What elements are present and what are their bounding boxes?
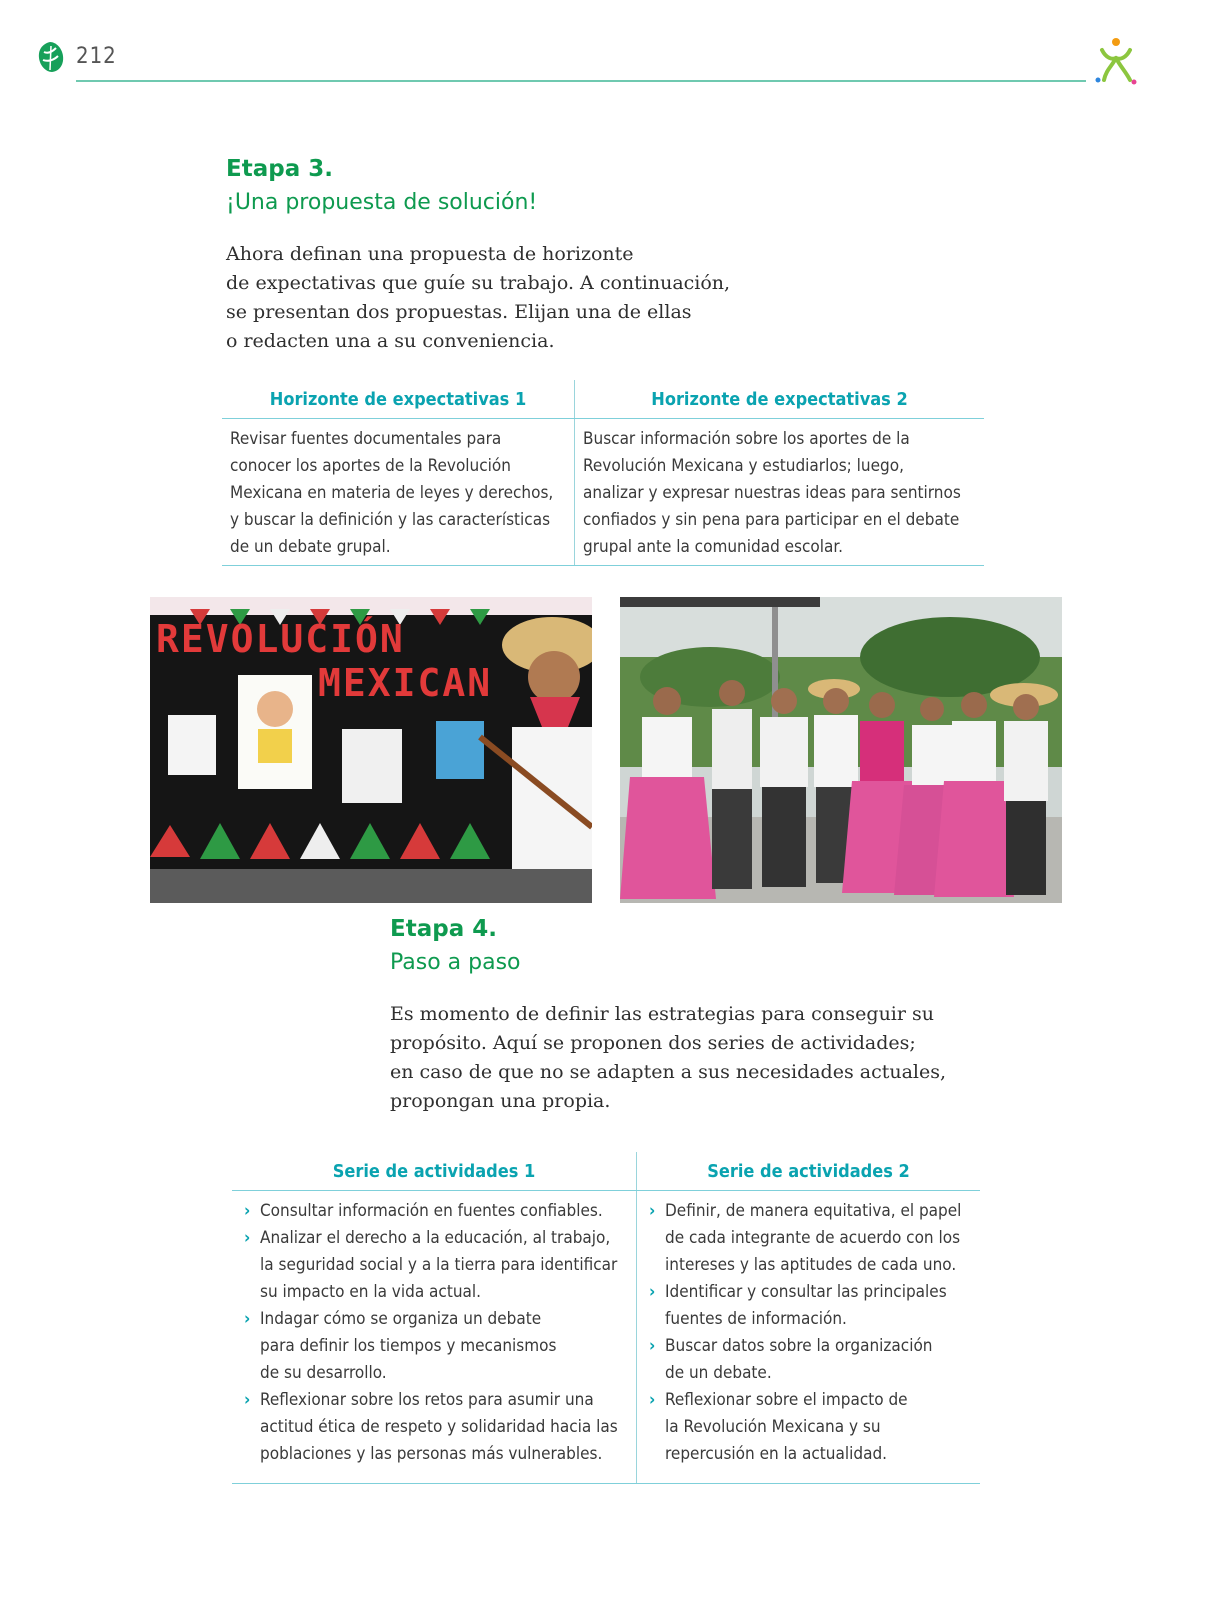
stage3-title: Etapa 3. xyxy=(226,156,333,182)
leaf-icon xyxy=(36,40,66,74)
item-line: la seguridad social y a la tierra para identificar xyxy=(260,1255,618,1275)
stage4-title: Etapa 4. xyxy=(390,916,497,942)
list-item xyxy=(238,1306,628,1387)
table-cell xyxy=(575,420,984,561)
item-line: repercusión en la actualidad. xyxy=(665,1444,888,1464)
item-line: para definir los tiempos y mecanismos xyxy=(260,1336,557,1356)
cell-line: y buscar la definición y las características xyxy=(230,510,551,530)
paragraph-line: o redacten una a su conveniencia. xyxy=(226,330,555,352)
mural-banner-line-1: REVOLUCIÓN xyxy=(156,617,405,661)
item-line: › Consultar información en fuentes confiables. xyxy=(260,1201,603,1221)
table-bottom-rule xyxy=(232,1483,980,1484)
cell-line: conocer los aportes de la Revolución xyxy=(230,456,511,476)
paragraph-line: propongan una propia. xyxy=(390,1090,611,1112)
column-header: Serie de actividades 2 xyxy=(707,1161,910,1182)
item-line: › Definir, de manera equitativa, el papel xyxy=(665,1201,962,1221)
cell-line: confiados y sin pena para participar en el debate xyxy=(583,510,960,530)
list-item xyxy=(643,1387,972,1468)
column-header: Horizonte de expectativas 2 xyxy=(651,389,908,410)
cell-line: Mexicana en materia de leyes y derechos, xyxy=(230,483,554,503)
item-line: de su desarrollo. xyxy=(260,1363,387,1383)
item-line: › Reflexionar sobre los retos para asumir una xyxy=(260,1390,594,1410)
column-header: Serie de actividades 1 xyxy=(332,1161,536,1182)
item-line: › Analizar el derecho a la educación, al trabajo, xyxy=(260,1228,611,1248)
colorful-figure-logo-icon xyxy=(1092,36,1140,86)
item-line: › Indagar cómo se organiza un debate xyxy=(260,1309,542,1329)
activities-table xyxy=(232,1152,980,1484)
item-line: fuentes de información. xyxy=(665,1309,847,1329)
list-item xyxy=(643,1198,972,1279)
expectations-table xyxy=(222,380,984,566)
expectations-column-1 xyxy=(222,380,574,561)
table-cell xyxy=(637,1192,980,1468)
cell-line: Buscar información sobre los aportes de la xyxy=(583,429,910,449)
item-line: › Reflexionar sobre el impacto de xyxy=(665,1390,908,1410)
stage4-paragraph xyxy=(390,1000,950,1116)
list-item xyxy=(238,1198,628,1225)
list-item xyxy=(238,1387,628,1468)
table-cell xyxy=(222,420,574,561)
item-line: › Buscar datos sobre la organización xyxy=(665,1336,933,1356)
paragraph-line: de expectativas que guíe su trabajo. A continuación, xyxy=(226,272,731,294)
cell-line: analizar y expresar nuestras ideas para sentirnos xyxy=(583,483,961,503)
paragraph-line: Ahora definan una propuesta de horizonte xyxy=(226,243,634,265)
students-costume-photo xyxy=(620,597,1062,903)
list-item xyxy=(643,1279,972,1333)
paragraph-line: Es momento de definir las estrategias para conseguir su xyxy=(390,1003,934,1025)
item-line: intereses y las aptitudes de cada uno. xyxy=(665,1255,957,1275)
item-line: › Identificar y consultar las principales xyxy=(665,1282,947,1302)
item-line: poblaciones y las personas más vulnerables. xyxy=(260,1444,603,1464)
list-item xyxy=(643,1333,972,1387)
item-line: su impacto en la vida actual. xyxy=(260,1282,481,1302)
stage3-subtitle: ¡Una propuesta de solución! xyxy=(226,190,538,215)
activities-column-2 xyxy=(637,1152,980,1468)
table-bottom-rule xyxy=(222,565,984,566)
cell-line: Revolución Mexicana y estudiarlos; luego, xyxy=(583,456,904,476)
paragraph-line: se presentan dos propuestas. Elijan una de ellas xyxy=(226,301,692,323)
page-number: 212 xyxy=(76,44,117,69)
cell-line: grupal ante la comunidad escolar. xyxy=(583,537,843,557)
activities-column-1 xyxy=(232,1152,636,1468)
item-line: de cada integrante de acuerdo con los xyxy=(665,1228,961,1248)
item-line: actitud ética de respeto y solidaridad hacia las xyxy=(260,1417,618,1437)
expectations-column-2 xyxy=(575,380,984,561)
paragraph-line: en caso de que no se adapten a sus necesidades actuales, xyxy=(390,1061,947,1083)
list-item xyxy=(238,1225,628,1306)
cell-line: de un debate grupal. xyxy=(230,537,391,557)
cell-line: Revisar fuentes documentales para xyxy=(230,429,502,449)
table-cell xyxy=(232,1192,636,1468)
column-header: Horizonte de expectativas 1 xyxy=(269,389,527,410)
mural-banner-line-2: MEXICAN xyxy=(318,661,493,705)
stage4-subtitle: Paso a paso xyxy=(390,950,521,975)
revolution-mural-photo xyxy=(150,597,592,903)
item-line: la Revolución Mexicana y su xyxy=(665,1417,881,1437)
paragraph-line: propósito. Aquí se proponen dos series de actividades; xyxy=(390,1032,916,1054)
header-rule xyxy=(76,80,1086,82)
item-line: de un debate. xyxy=(665,1363,772,1383)
stage3-paragraph xyxy=(226,240,746,356)
